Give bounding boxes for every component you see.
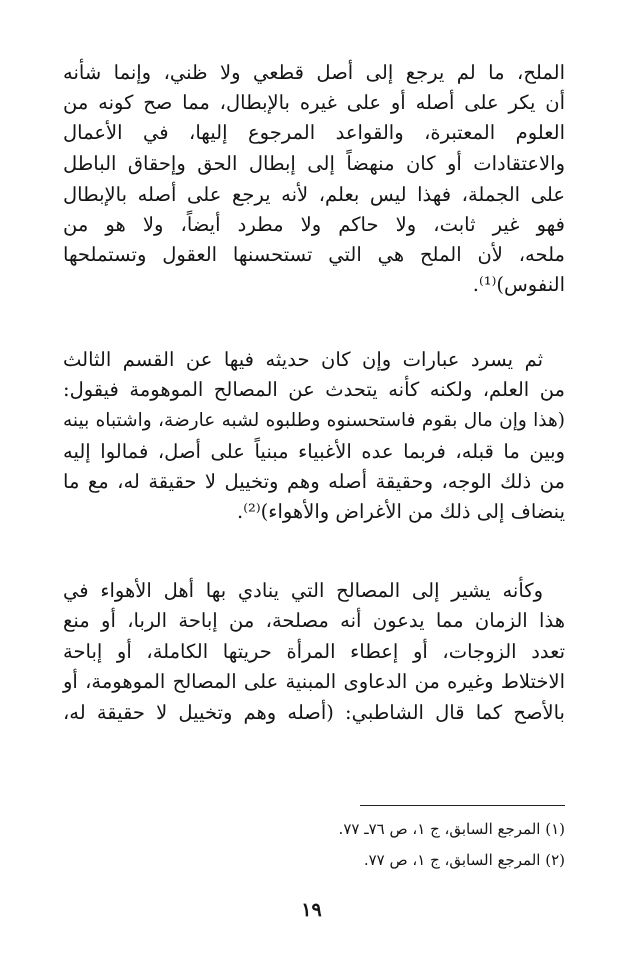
text-line: الملح، ما لم يرجع إلى أصل قطعي ولا ظني، وإنما شأنه xyxy=(63,61,565,84)
text-line: فهو غير ثابت، ولا حاكم ولا مطرد أيضاً، ولا هو من xyxy=(63,213,565,236)
text-line: وبين ما قبله، فربما عده الأغبياء مبنياً على أصل، فمالوا إليه xyxy=(63,440,565,463)
text-line: بالأصح كما قال الشاطبي: (أصله وهم وتخييل لا حقيقة له، xyxy=(63,701,565,724)
footnote: (١) المرجع السابق، ج ١، ص ٧٦ـ ٧٧. xyxy=(338,820,565,838)
text-line: ثم يسرد عبارات وإن كان حديثه فيها عن القسم الثالث xyxy=(63,348,543,371)
text-line: من ذلك الوجه، وحقيقة أصله وهم وتخييل لا حقيقة له، مع ما xyxy=(63,470,565,493)
text-line: الاختلاط وغيره من الدعاوى المبنية على المصالح الموهومة، أو xyxy=(63,670,565,693)
text-line: (هذا وإن مال بقوم فاستحسنوه وطلبوه لشبه عارضة، واشتباه بينه xyxy=(63,410,565,431)
footnote: (٢) المرجع السابق، ج ١، ص ٧٧. xyxy=(363,851,565,869)
footnote-divider xyxy=(360,805,565,806)
text-line: ينضاف إلى ذلك من الأغراض والأهواء)⁽²⁾. xyxy=(237,500,565,523)
text-line: والاعتقادات أو كان منهضاً إلى إبطال الحق وإحقاق الباطل xyxy=(63,152,565,175)
text-line: على الجملة، فهذا ليس بعلم، لأنه يرجع على أصله بالإبطال xyxy=(63,183,565,206)
text-line: النفوس)⁽¹⁾. xyxy=(472,273,565,296)
text-line: وكأنه يشير إلى المصالح التي ينادي بها أهل الأهواء في xyxy=(63,579,543,602)
text-line: من العلم، ولكنه كأنه يتحدث عن المصالح الموهومة فيقول: xyxy=(63,378,565,401)
page-number: ١٩ xyxy=(301,899,322,921)
text-line: هذا الزمان مما يدعون أنه مصلحة، من إباحة الربا، أو منع xyxy=(63,609,565,632)
text-line: أن يكر على أصله أو على غيره بالإبطال، مما صح كونه من xyxy=(63,91,565,114)
text-line: العلوم المعتبرة، والقواعد المرجوع إليها، في الأعمال xyxy=(63,121,565,144)
text-line: تعدد الزوجات، أو إعطاء المرأة حريتها الكاملة، أو إباحة xyxy=(63,640,565,663)
text-line: ملحه، لأن الملح هي التي تستحسنها العقول وتستملحها xyxy=(63,243,565,266)
